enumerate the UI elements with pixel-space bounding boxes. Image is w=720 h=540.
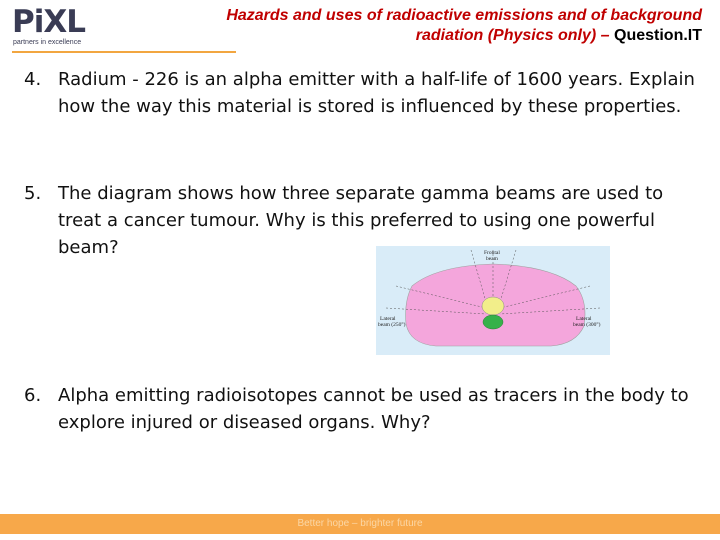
- tumour-upper: [482, 297, 504, 315]
- gamma-beams-diagram: [376, 246, 610, 355]
- question-number: 6.: [24, 385, 42, 406]
- question-number: 4.: [24, 69, 42, 90]
- question-text: Radium - 226 is an alpha emitter with a half-life of 1600 years. Explain how the way this material is stored is influenced by these properties.: [58, 69, 695, 117]
- page-title: [102, 6, 702, 46]
- header-rule: [12, 51, 236, 53]
- footer-bar: [0, 514, 720, 534]
- pixl-logo: [12, 4, 102, 50]
- right-label-2: beam (300°): [573, 322, 601, 328]
- right-label-1: Lateral: [576, 316, 592, 322]
- tumour-lower: [483, 315, 503, 329]
- frontal-label-2: beam: [486, 256, 498, 262]
- question-text: Alpha emitting radioisotopes cannot be used as tracers in the body to explore injured or diseased organs. Why?: [58, 385, 689, 433]
- logo-tagline: partners in excellence: [13, 39, 82, 46]
- title-line-2-text: radiation (Physics only) –: [415, 27, 610, 44]
- logo-wordmark: PiXL: [12, 4, 86, 40]
- title-line-2: [102, 26, 702, 46]
- question-text: The diagram shows how three separate gamma beams are used to treat a cancer tumour. Why is this preferred to using one powerful beam?: [58, 183, 664, 258]
- title-line-1: Hazards and uses of radioactive emissions and of background: [226, 7, 702, 24]
- frontal-label-1: Frontal: [484, 250, 500, 256]
- left-label-1: Lateral: [380, 316, 396, 322]
- left-label-2: beam (250°): [378, 322, 406, 328]
- title-suffix: Question.IT: [614, 27, 702, 44]
- footer-text: Better hope – brighter future: [297, 518, 423, 529]
- question-number: 5.: [24, 183, 42, 204]
